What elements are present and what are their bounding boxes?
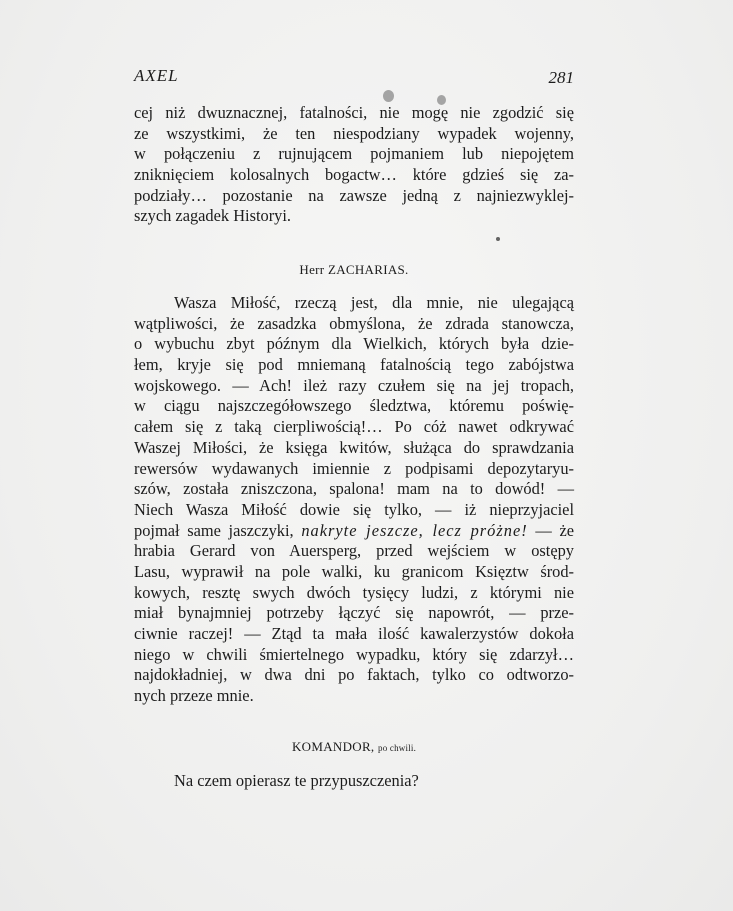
text-line: szów, została zniszczona, spalona! mam na to dowód! — — [134, 479, 574, 499]
page-number: 281 — [548, 68, 574, 87]
emphasized-text: nakryte jeszcze, lecz próżne! — [301, 520, 528, 540]
text-line: rewersów wydawanych imiennie z podpisami depozytaryu- — [134, 458, 574, 478]
text-line: kowych, resztę swych dwóch tysięcy ludzi, z którymi nie — [134, 582, 574, 602]
paragraph-zacharias-speech — [134, 293, 574, 707]
text-segment: — że — [527, 520, 574, 540]
text-line: Niech Wasza Miłość dowie się tylko, — iż nieprzyjaciel — [134, 499, 574, 519]
text-line: w połączeniu z rujnującem pojmaniem lub niepojętem — [134, 144, 574, 164]
text-line: w ciągu najszczegółowszego śledztwa, któremu poświę- — [134, 396, 574, 416]
text-line: podziały… pozostanie na zawsze jedną z najniezwyklej- — [134, 185, 574, 205]
text-line: wątpliwości, że zasadzka obmyślona, że zdrada stanowcza, — [134, 313, 574, 333]
text-line: łem, kryje się pod mniemaną fatalnością tego zabójstwa — [134, 355, 574, 375]
text-line: Lasu, wyprawił na pole walki, ku granicom Księztw środ- — [134, 561, 574, 581]
running-title: AXEL — [134, 66, 179, 85]
stage-direction: po chwili. — [378, 743, 417, 753]
running-head — [134, 66, 574, 90]
text-line: najdokładniej, w dwa dni po faktach, tylko co odtworzo- — [134, 665, 574, 685]
speaker-name: Herr ZACHARIAS. — [299, 262, 409, 277]
text-segment: pojmał same jaszczyki, — [134, 520, 302, 540]
text-line: ciwnie raczej! — Ztąd ta mała ilość kawalerzystów dokoła — [134, 624, 574, 643]
text-line: Na czem opierasz te przypuszczenia? — [174, 771, 419, 790]
text-line: o wybuchu zbyt późnym dla Wielkich, których była dzie- — [134, 334, 574, 354]
text-line: Waszej Miłości, że księga kwitów, służąca do sprawdzania — [134, 437, 574, 457]
speaker-heading-komandor — [134, 739, 574, 755]
text-line: całem się z taką cierpliwością!… Po cóż nawet odkrywać — [134, 417, 574, 437]
text-line: Wasza Miłość, rzeczą jest, dla mnie, nie ulegającą — [174, 293, 574, 312]
text-line: cej niż dwuznacznej, fatalności, nie mogę nie zgodzić się — [134, 103, 574, 122]
ink-spot — [383, 90, 394, 102]
speaker-name: KOMANDOR, — [291, 739, 375, 754]
speaker-heading-zacharias — [134, 262, 574, 278]
text-line: wojskowego. — Ach! ileż razy czułem się na jej tropach, — [134, 375, 574, 395]
paragraph-continued — [134, 103, 574, 227]
text-line: ze wszystkimi, że ten niespodziany wypadek wojenny, — [134, 123, 574, 143]
text-line-with-emphasis — [134, 521, 574, 542]
text-line: niego w chwili śmiertelnego wypadku, który się zdarzył… — [134, 644, 574, 664]
ink-spot — [496, 237, 500, 241]
text-line: nych przeze mnie. — [134, 686, 254, 706]
text-line: miał bynajmniej potrzeby łączyć się napowrót, — prze- — [134, 603, 574, 623]
paragraph-komandor-speech — [134, 771, 574, 792]
text-line: hrabia Gerard von Auersperg, przed wejściem w ostępy — [134, 541, 574, 561]
text-line: zniknięciem kolosalnych bogactw… które gdzieś się za- — [134, 165, 574, 185]
text-line: szych zagadek Historyi. — [134, 206, 292, 226]
